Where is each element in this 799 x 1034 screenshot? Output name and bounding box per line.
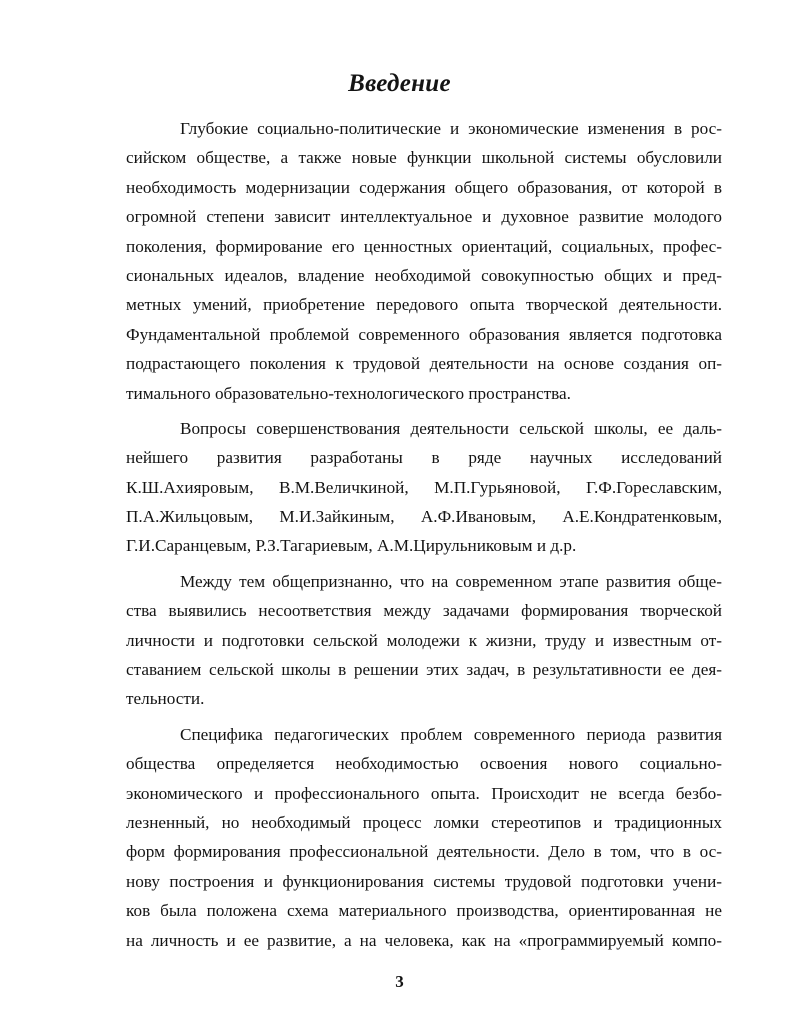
text-line: общества определяется необходимостью освоения нового социально- bbox=[126, 754, 722, 774]
paragraph-3 bbox=[126, 567, 722, 714]
text-line: метных умений, приобретение передового опыта творческой деятельности. bbox=[126, 295, 722, 315]
text-line: К.Ш.Ахияровым, В.М.Величкиной, М.П.Гурьяновой, Г.Ф.Гореславским, bbox=[126, 477, 722, 497]
text-line: сийском обществе, а также новые функции школьной системы обусловили bbox=[126, 148, 722, 168]
page-number: 3 bbox=[395, 972, 404, 991]
page-title: Введение bbox=[348, 70, 451, 97]
text-line: Г.И.Саранцевым, Р.З.Тагариевым, А.М.Цирульниковым и д.р. bbox=[126, 536, 577, 556]
body-text bbox=[126, 114, 722, 955]
text-line: ства выявились несоответствия между задачами формирования творческой bbox=[126, 601, 722, 621]
paragraph-1 bbox=[126, 114, 722, 408]
text-line: форм формирования профессиональной деятельности. Дело в том, что в ос- bbox=[126, 842, 722, 862]
text-line: экономического и профессионального опыта. Происходит не всегда безбо- bbox=[126, 783, 722, 803]
text-line: Фундаментальной проблемой современного образования является подготовка bbox=[126, 324, 722, 344]
text-line: подрастающего поколения к трудовой деятельности на основе создания оп- bbox=[126, 354, 722, 374]
paragraph-2 bbox=[126, 414, 722, 561]
text-line: на личность и ее развитие, а на человека, как на «программируемый компо- bbox=[126, 930, 722, 950]
text-line: Между тем общепризнанно, что на современном этапе развития обще- bbox=[180, 571, 722, 591]
text-line: сиональных идеалов, владение необходимой совокупностью общих и пред- bbox=[126, 265, 722, 285]
text-line: ков была положена схема материального производства, ориентированная не bbox=[126, 901, 722, 921]
paragraph-4 bbox=[126, 720, 722, 955]
text-line: Глубокие социально-политические и экономические изменения в рос- bbox=[180, 119, 722, 138]
text-line: лезненный, но необходимый процесс ломки стереотипов и традиционных bbox=[126, 812, 722, 832]
text-line: П.А.Жильцовым, М.И.Зайкиным, А.Ф.Ивановым, А.Е.Кондратенковым, bbox=[126, 507, 722, 527]
text-line: Вопросы совершенствования деятельности сельской школы, ее даль- bbox=[180, 418, 722, 438]
text-line: тельности. bbox=[126, 689, 205, 709]
text-line: нейшего развития разработаны в ряде научных исследований bbox=[126, 448, 722, 468]
text-line: личности и подготовки сельской молодежи к жизни, труду и известным от- bbox=[126, 630, 722, 650]
text-line: поколения, формирование его ценностных ориентаций, социальных, профес- bbox=[126, 236, 722, 256]
text-line: тимального образовательно-технологического пространства. bbox=[126, 383, 571, 403]
text-line: ставанием сельской школы в решении этих задач, в результативности ее дея- bbox=[126, 660, 722, 680]
text-line: огромной степени зависит интеллектуальное и духовное развитие молодого bbox=[126, 207, 722, 227]
text-line: нову построения и функционирования системы трудовой подготовки учени- bbox=[126, 871, 722, 891]
text-line: Специфика педагогических проблем современного периода развития bbox=[180, 724, 722, 744]
text-line: необходимость модернизации содержания общего образования, от которой в bbox=[126, 177, 722, 197]
